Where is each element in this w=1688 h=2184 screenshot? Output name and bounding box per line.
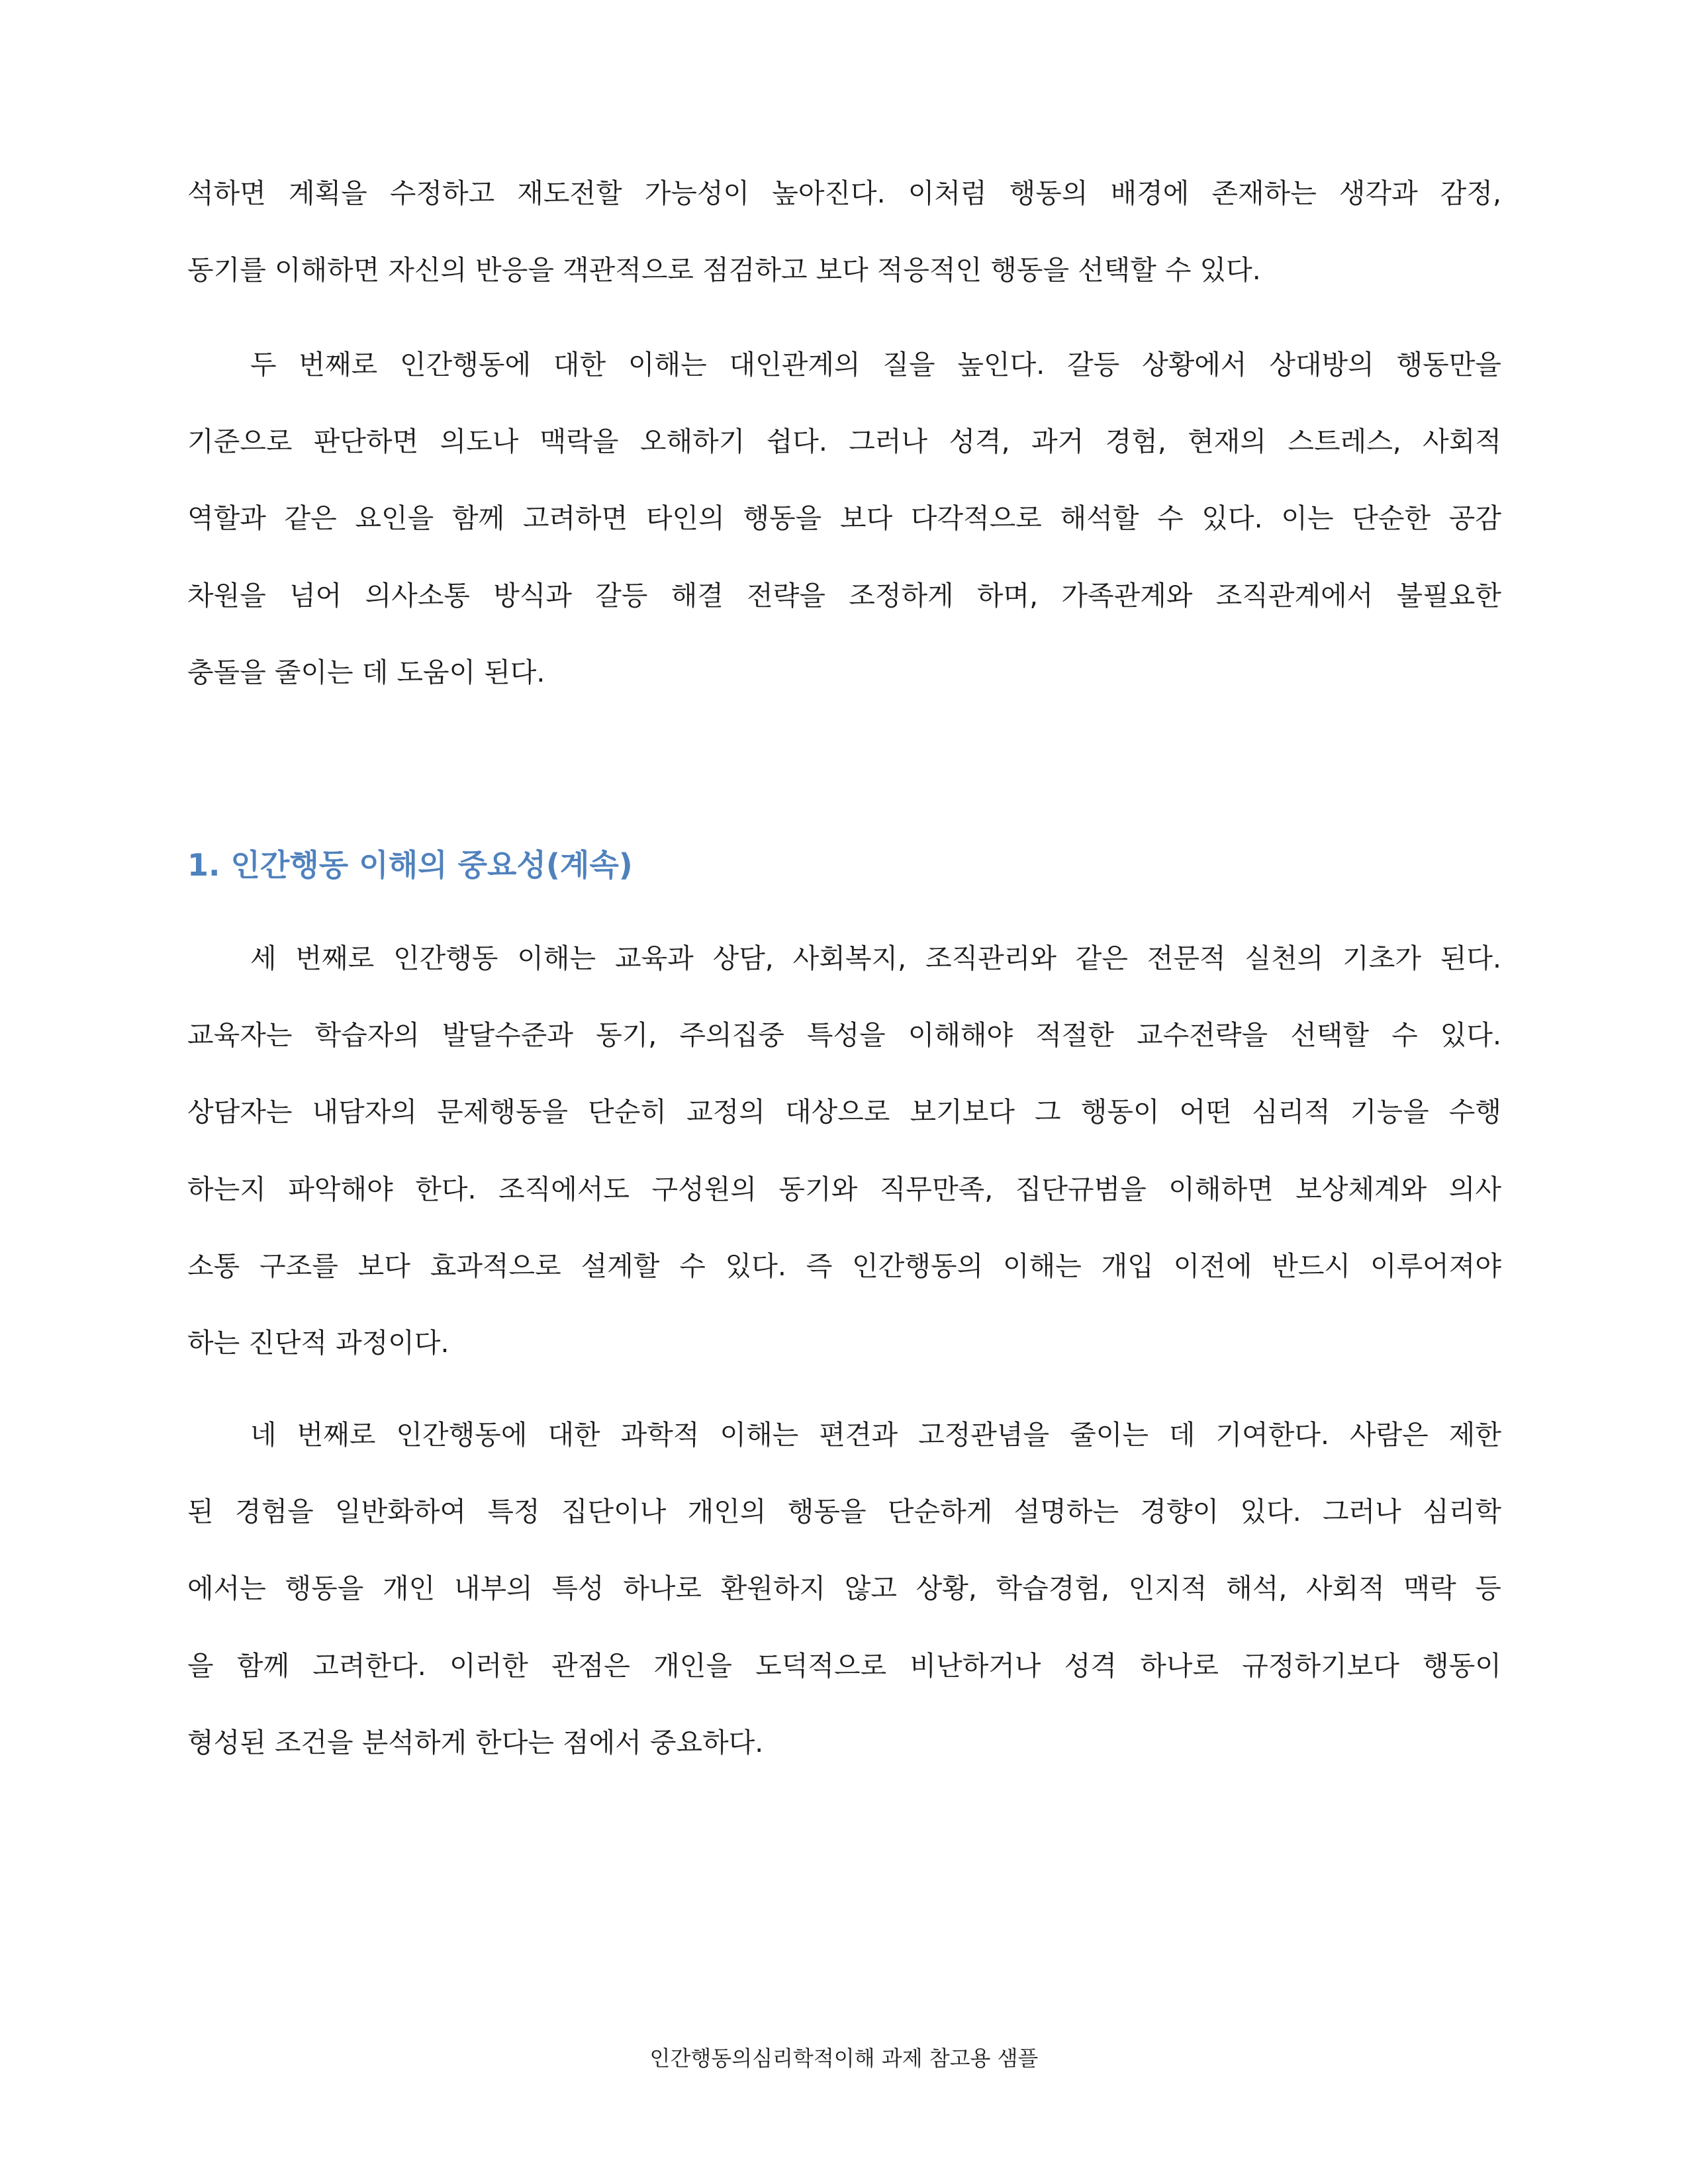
paragraph-line: 네 번째로 인간행동에 대한 과학적 이해는 편견과 고정관념을 줄이는 데 기여한다. 사람은 제한 [250, 1419, 1501, 1451]
paragraph-line: 석하면 계획을 수정하고 재도전할 가능성이 높아진다. 이처럼 행동의 배경에 존재하는 생각과 감정, [187, 177, 1501, 209]
paragraph-line: 된 경험을 일반화하여 특정 집단이나 개인의 행동을 단순하게 설명하는 경향이 있다. 그러나 심리학 [187, 1496, 1501, 1527]
paragraph-line: 하는 진단적 과정이다. [187, 1327, 449, 1359]
paragraph-line: 기준으로 판단하면 의도나 맥락을 오해하기 쉽다. 그러나 성격, 과거 경험, 현재의 스트레스, 사회적 [187, 426, 1501, 457]
paragraph-line: 형성된 조건을 분석하게 한다는 점에서 중요하다. [187, 1727, 764, 1758]
section-heading: 1. 인간행동 이해의 중요성(계속) [187, 847, 633, 883]
paragraph-line: 차원을 넘어 의사소통 방식과 갈등 해결 전략을 조정하게 하며, 가족관계와 조직관계에서 불필요한 [187, 580, 1501, 612]
page-footer: 인간행동의심리학적이해 과제 참고용 샘플 [649, 2046, 1039, 2071]
paragraph-line: 세 번째로 인간행동 이해는 교육과 상담, 사회복지, 조직관리와 같은 전문적 실천의 기초가 된다. [250, 942, 1501, 974]
paragraph-line: 역할과 같은 요인을 함께 고려하면 타인의 행동을 보다 다각적으로 해석할 수 있다. 이는 단순한 공감 [187, 502, 1501, 534]
paragraph-line: 을 함께 고려한다. 이러한 관점은 개인을 도덕적으로 비난하거나 성격 하나로 규정하기보다 행동이 [187, 1650, 1501, 1682]
paragraph-line: 소통 구조를 보다 효과적으로 설계할 수 있다. 즉 인간행동의 이해는 개입 이전에 반드시 이루어져야 [187, 1250, 1501, 1282]
paragraph-line: 에서는 행동을 개인 내부의 특성 하나로 환원하지 않고 상황, 학습경험, 인지적 해석, 사회적 맥락 등 [187, 1572, 1501, 1604]
paragraph-line: 충돌을 줄이는 데 도움이 된다. [187, 657, 545, 688]
paragraph-line: 동기를 이해하면 자신의 반응을 객관적으로 점검하고 보다 적응적인 행동을 선택할 수 있다. [187, 254, 1261, 286]
paragraph-line: 교육자는 학습자의 발달수준과 동기, 주의집중 특성을 이해해야 적절한 교수전략을 선택할 수 있다. [187, 1019, 1501, 1051]
paragraph-line: 하는지 파악해야 한다. 조직에서도 구성원의 동기와 직무만족, 집단규범을 이해하면 보상체계와 의사 [187, 1173, 1501, 1205]
paragraph-line: 두 번째로 인간행동에 대한 이해는 대인관계의 질을 높인다. 갈등 상황에서 상대방의 행동만을 [250, 349, 1501, 381]
paragraph-line: 상담자는 내담자의 문제행동을 단순히 교정의 대상으로 보기보다 그 행동이 어떤 심리적 기능을 수행 [187, 1096, 1502, 1128]
